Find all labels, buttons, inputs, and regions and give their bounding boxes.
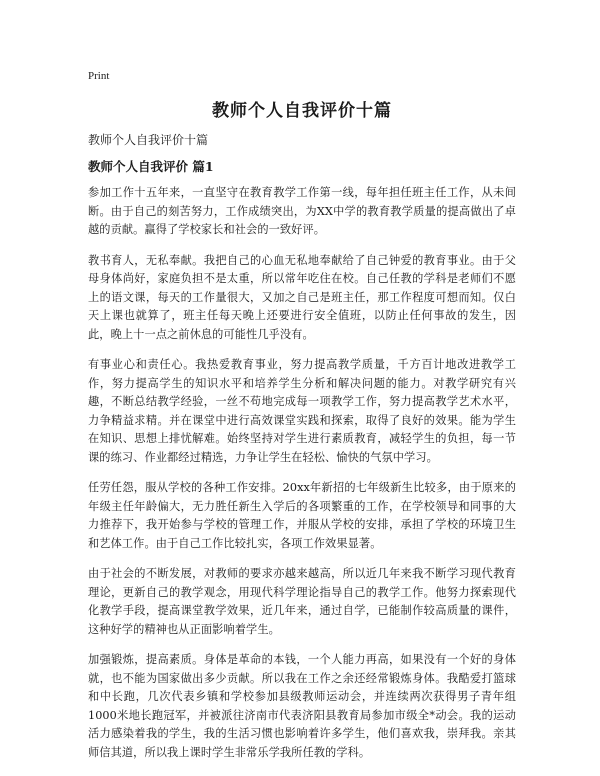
document-body <box>88 184 516 774</box>
paragraph: 任劳任怨，服从学校的各种工作安排。20xx年新招的七年级新生比较多，由于原来的年级主任年龄偏大，无力胜任新生入学后的各项繁重的工作，在学校领导和同事的大力推荐下，我开始参与学校的管理工作，并服从学校的安排，承担了学校的环境卫生和艺体工作。由于自己工作比较扎实，各项工作效果显著。 <box>88 481 516 550</box>
document-title: 教师个人自我评价十篇 <box>212 101 392 121</box>
document-subtitle: 教师个人自我评价十篇 <box>88 133 209 147</box>
paragraph: 教书育人，无私奉献。我把自己的心血无私地奉献给了自己钟爱的教育事业。由于父母身体尚好，家庭负担不是太重，所以常年吃住在校。自己任教的学科是老师们不愿上的语文课，每天的工作量很大，又加之自己是班主任，那工作程度可想而知。仅白天上课也就算了，班主任每天晚上还要进行安全值班，以防止任何事故的发生，因此，晚上十一点之前休息的可能性几乎没有。 <box>88 253 516 341</box>
paragraph: 由于社会的不断发展，对教师的要求亦越来越高，所以近几年来我不断学习现代教育理论，更新自己的教学观念，用现代科学理论指导自己的教学工作。他努力探索现代化教学手段，提高课堂教学效果，近几年来，通过自学，已能制作较高质量的课件，这种好学的精神也从正面影响着学生。 <box>88 567 516 636</box>
paragraph: 加强锻炼，提高素质。身体是革命的本钱，一个人能力再高，如果没有一个好的身体就，也不能为国家做出多少贡献。所以我在工作之余还经常锻炼身体。我酷爱打篮球和中长跑，几次代表乡镇和学校参加县级教师运动会，并连续两次获得男子青年组1000米地长跑冠军，并被派往济南市代表济阳县教育局参加市级全*动会。我的运动活力感染着我的学生，我的生活习惯也影响着许多学生，他们喜欢我，崇拜我。亲其师信其道，所以我上课时学生非常乐学我所任教的学科。 <box>88 653 516 759</box>
print-label: Print <box>88 70 110 82</box>
paragraph: 参加工作十五年来，一直坚守在教育教学工作第一线，每年担任班主任工作，从未间断。由于自己的刻苦努力，工作成绩突出，为XX中学的教育教学质量的提高做出了卓越的贡献。赢得了学校家长和社会的一致好评。 <box>88 186 516 236</box>
section-heading: 教师个人自我评价 篇1 <box>88 159 214 174</box>
paragraph: 有事业心和责任心。我热爱教育事业，努力提高教学质量，千方百计地改进教学工作，努力提高学生的知识水平和培养学生分析和解决问题的能力。对教学研究有兴趣，不断总结教学经验，一丝不苟地完成每一项教学工作，努力提高教学艺术水平，力争精益求精。并在课堂中进行高效课堂实践和探索，取得了良好的效果。能为学生在知识、思想上排忧解难。始终坚持对学生进行素质教育，减轻学生的负担，每一节课的练习、作业都经过精选，力争让学生在轻松、愉快的气氛中学习。 <box>88 358 516 464</box>
